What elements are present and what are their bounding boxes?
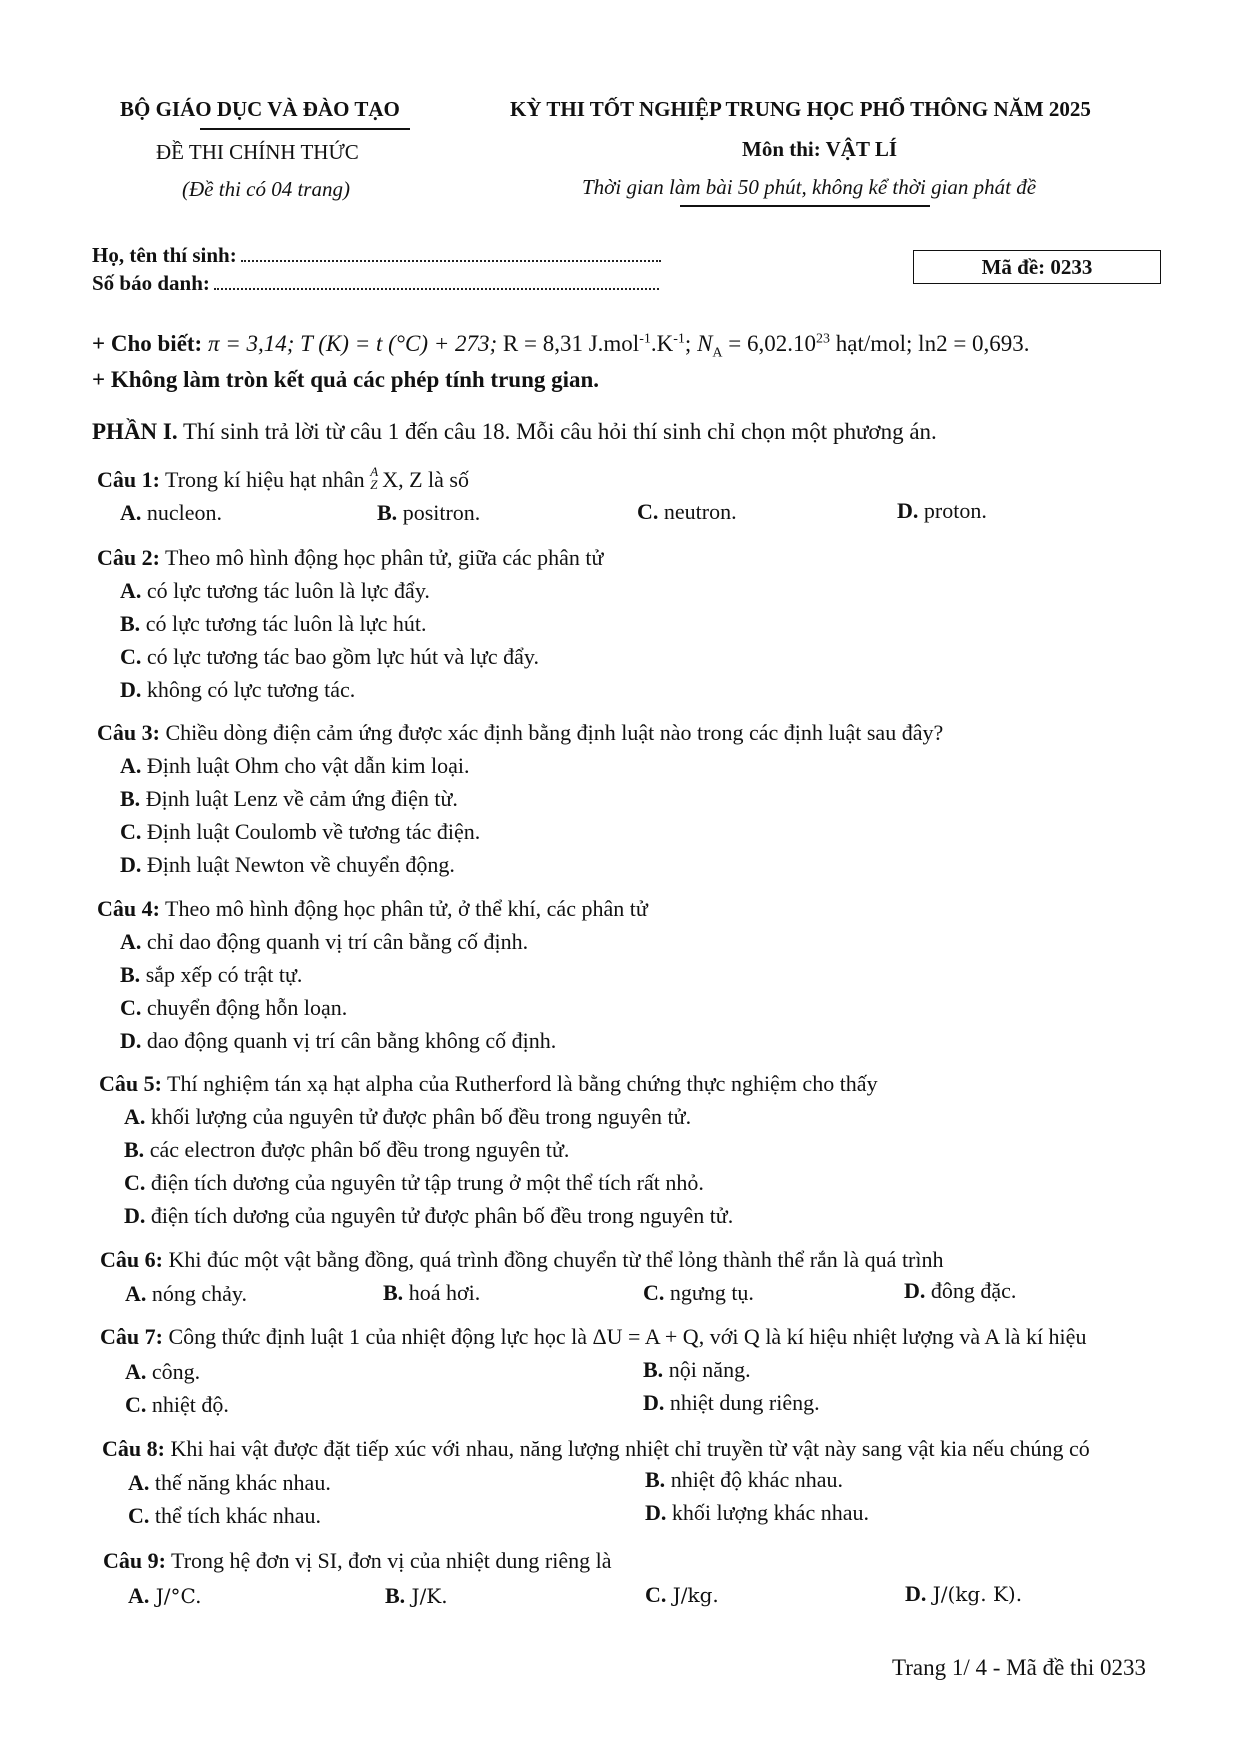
option-text: có lực tương tác bao gồm lực hút và lực đẩy.: [141, 644, 539, 669]
candidate-name-label: Họ, tên thí sinh:: [92, 243, 237, 267]
option-label: C.: [120, 995, 142, 1020]
option-text: có lực tương tác luôn là lực hút.: [140, 611, 427, 636]
q4-option-a[interactable]: [120, 929, 528, 955]
option-label: B.: [377, 500, 398, 525]
q3-option-d[interactable]: [120, 852, 455, 878]
question-text: Trong hệ đơn vị SI, đơn vị của nhiệt dung riêng là: [165, 1548, 612, 1573]
q8-option-a[interactable]: [128, 1470, 331, 1496]
given-R-main: R = 8,31 J.mol: [502, 331, 640, 356]
option-label: C.: [124, 1170, 146, 1195]
given-pi: π = 3,14;: [207, 331, 295, 356]
option-text: điện tích dương của nguyên tử tập trung ở một thể tích rất nhỏ.: [145, 1170, 704, 1195]
option-text: neutron.: [658, 499, 737, 524]
name-dotted-line: [241, 246, 661, 262]
option-text: thế năng khác nhau.: [149, 1470, 331, 1495]
given-constants: [92, 331, 1030, 362]
page-footer: Trang 1/ 4 - Mã đề thi 0233: [892, 1655, 1147, 1680]
question-text-after: X, Z là số: [382, 467, 469, 492]
question-label: Câu 6:: [100, 1247, 163, 1272]
q7-option-a[interactable]: [125, 1359, 200, 1385]
option-text: khối lượng của nguyên tử được phân bố đều trong nguyên tử.: [145, 1104, 692, 1129]
nucleus-atomic-number: Z: [370, 477, 378, 492]
question-text: Thí nghiệm tán xạ hạt alpha của Rutherford là bằng chứng thực nghiệm cho thấy: [161, 1071, 878, 1096]
option-label: A.: [125, 1359, 147, 1384]
question-text: Khi hai vật được đặt tiếp xúc với nhau, năng lượng nhiệt chỉ truyền từ vật này sang vật kia nếu chúng có: [164, 1436, 1090, 1461]
option-text: nhiệt độ.: [146, 1392, 229, 1417]
option-text: sắp xếp có trật tự.: [140, 962, 303, 987]
given-R-mid: .K: [650, 331, 674, 356]
option-label: D.: [897, 498, 919, 523]
option-label: B.: [643, 1357, 664, 1382]
option-text: nucleon.: [141, 500, 223, 525]
option-text: proton.: [918, 498, 987, 523]
q9-option-d[interactable]: [905, 1581, 1022, 1607]
q7-option-b[interactable]: [643, 1357, 751, 1383]
q2-option-c[interactable]: [120, 644, 539, 670]
q1-option-b[interactable]: [377, 500, 480, 526]
given-NA-value: = 6,02.10: [722, 331, 817, 356]
q5-option-c[interactable]: [124, 1170, 704, 1196]
question-text: Khi đúc một vật bằng đồng, quá trình đồng chuyển từ thể lỏng thành thể rắn là quá trình: [162, 1247, 944, 1272]
option-label: D.: [120, 677, 142, 702]
q6-option-c[interactable]: [643, 1280, 754, 1306]
q9-option-b[interactable]: [385, 1583, 448, 1609]
given-R-exp1: -1: [639, 331, 651, 347]
given-NA-sub: A: [712, 345, 723, 361]
option-text: Định luật Coulomb về tương tác điện.: [141, 819, 481, 844]
q1-option-c[interactable]: [637, 499, 737, 525]
q4-option-c[interactable]: [120, 995, 347, 1021]
option-label: C.: [643, 1280, 665, 1305]
question-1: [97, 464, 469, 493]
option-label: D.: [905, 1581, 927, 1606]
question-2: [97, 545, 603, 571]
part-1-text: Thí sinh trả lời từ câu 1 đến câu 18. Mỗi câu hỏi thí sinh chỉ chọn một phương án.: [177, 419, 937, 444]
question-6: [100, 1247, 944, 1273]
question-label: Câu 7:: [100, 1324, 163, 1349]
option-text: J/kg.: [666, 1583, 719, 1607]
page-count-note: (Đề thi có 04 trang): [182, 177, 350, 201]
option-text: nóng chảy.: [146, 1281, 247, 1306]
option-text: nội năng.: [663, 1357, 751, 1382]
question-text: Theo mô hình động học phân tử, giữa các phân tử: [159, 545, 604, 570]
given-R: R = 8,31 $J.mol^{-1}.K^{-1}$;: [502, 331, 692, 356]
question-label: Câu 2:: [97, 545, 160, 570]
q2-option-a[interactable]: [120, 578, 430, 604]
question-5: [99, 1071, 878, 1097]
option-text: chuyển động hỗn loạn.: [141, 995, 348, 1020]
option-text: Định luật Ohm cho vật dẫn kim loại.: [141, 753, 470, 778]
question-label: Câu 9:: [103, 1548, 166, 1573]
candidate-name-field: [92, 243, 661, 268]
option-label: B.: [383, 1280, 404, 1305]
option-label: D.: [643, 1390, 665, 1415]
question-label: Câu 4:: [97, 896, 160, 921]
option-text: đông đặc.: [925, 1278, 1017, 1303]
option-text: điện tích dương của nguyên tử được phân bố đều trong nguyên tử.: [145, 1203, 734, 1228]
q6-option-d[interactable]: [904, 1278, 1016, 1304]
q8-option-c[interactable]: [128, 1503, 321, 1529]
q2-option-d[interactable]: [120, 677, 355, 703]
option-text: khối lượng khác nhau.: [666, 1500, 869, 1525]
q4-option-d[interactable]: [120, 1028, 556, 1054]
option-label: A.: [120, 500, 142, 525]
part-1-label: PHẦN I.: [92, 419, 178, 444]
q6-option-b[interactable]: [383, 1280, 480, 1306]
option-label: C.: [637, 499, 659, 524]
given-NA-label: N: [697, 331, 713, 356]
given-NA: [697, 331, 1030, 361]
option-text: hoá hơi.: [403, 1280, 481, 1305]
question-label: Câu 1:: [97, 467, 160, 492]
q1-option-a[interactable]: [120, 500, 222, 526]
question-8: [102, 1436, 1090, 1462]
given-NA-exp: 23: [816, 331, 831, 347]
option-label: B.: [120, 786, 141, 811]
question-text: Theo mô hình động học phân tử, ở thể khí, các phân tử: [159, 896, 648, 921]
part-1-instruction: [92, 419, 937, 445]
option-label: B.: [120, 611, 141, 636]
option-text: dao động quanh vị trí cân bằng không cố định.: [141, 1028, 557, 1053]
option-label: A.: [120, 929, 142, 954]
option-label: B.: [645, 1467, 666, 1492]
q8-option-b[interactable]: [645, 1467, 843, 1493]
given-NA-unit: hạt/mol; ln2 = 0,693.: [830, 331, 1030, 356]
time-underline: [680, 205, 930, 207]
option-label: D.: [904, 1278, 926, 1303]
exam-title: KỲ THI TỐT NGHIỆP TRUNG HỌC PHỔ THÔNG NĂM 2025: [510, 97, 1091, 121]
option-label: D.: [120, 852, 142, 877]
option-text: có lực tương tác luôn là lực đẩy.: [141, 578, 430, 603]
option-label: D.: [645, 1500, 667, 1525]
q3-option-c[interactable]: [120, 819, 480, 845]
q5-option-b[interactable]: [124, 1137, 569, 1163]
option-text: ngưng tụ.: [664, 1280, 754, 1305]
option-label: B.: [385, 1583, 406, 1608]
option-label: A.: [125, 1281, 147, 1306]
question-7: [100, 1324, 1086, 1350]
official-label: ĐỀ THI CHÍNH THỨC: [156, 140, 359, 164]
given-R-exp2: -1: [673, 331, 685, 347]
option-text: J/(kg. K).: [926, 1582, 1023, 1606]
option-label: C.: [125, 1392, 147, 1417]
option-text: nhiệt dung riêng.: [664, 1390, 820, 1415]
q3-option-b[interactable]: [120, 786, 458, 812]
option-label: A.: [120, 753, 142, 778]
question-label: Câu 5:: [99, 1071, 162, 1096]
option-text: công.: [146, 1359, 201, 1384]
no-round-note: + Không làm tròn kết quả các phép tính trung gian.: [92, 367, 600, 392]
option-label: C.: [645, 1582, 667, 1607]
q3-option-a[interactable]: [120, 753, 470, 779]
nucleus-mass-number: A: [370, 464, 379, 479]
question-label: Câu 8:: [102, 1436, 165, 1461]
subject-title: Môn thi: VẬT LÍ: [742, 137, 898, 161]
option-text: nhiệt độ khác nhau.: [665, 1467, 843, 1492]
option-text: J/°C.: [149, 1584, 202, 1608]
option-label: A.: [128, 1583, 150, 1608]
question-4: [97, 896, 648, 922]
q7-option-c[interactable]: [125, 1392, 229, 1418]
option-text: chỉ dao động quanh vị trí cân bằng cố định.: [141, 929, 529, 954]
option-text: J/K.: [405, 1584, 448, 1608]
option-label: D.: [124, 1203, 146, 1228]
option-text: Định luật Lenz về cảm ứng điện từ.: [140, 786, 458, 811]
question-3: [97, 720, 943, 746]
question-text: Trong kí hiệu hạt nhân: [159, 467, 371, 492]
option-label: C.: [128, 1503, 150, 1528]
q9-option-c[interactable]: [645, 1582, 719, 1608]
q5-option-d[interactable]: [124, 1203, 733, 1229]
option-label: B.: [120, 962, 141, 987]
option-label: A.: [124, 1104, 146, 1129]
option-text: không có lực tương tác.: [141, 677, 356, 702]
question-9: [103, 1548, 611, 1574]
q7-option-d[interactable]: [643, 1390, 820, 1416]
given-prefix: + Cho biết:: [92, 331, 203, 356]
candidate-number-field: [92, 271, 659, 296]
option-label: A.: [128, 1470, 150, 1495]
q5-option-a[interactable]: [124, 1104, 691, 1130]
option-text: Định luật Newton về chuyển động.: [141, 852, 455, 877]
option-text: positron.: [397, 500, 481, 525]
q8-option-d[interactable]: [645, 1500, 869, 1526]
option-text: các electron được phân bố đều trong nguyên tử.: [144, 1137, 570, 1162]
question-text: Chiều dòng điện cảm ứng được xác định bằng định luật nào trong các định luật sau đây?: [159, 720, 944, 745]
number-dotted-line: [214, 274, 659, 290]
q2-option-b[interactable]: [120, 611, 426, 637]
q6-option-a[interactable]: [125, 1281, 247, 1307]
q1-option-d[interactable]: [897, 498, 987, 524]
ministry-title: BỘ GIÁO DỤC VÀ ĐÀO TẠO: [120, 97, 400, 121]
option-text: thể tích khác nhau.: [149, 1503, 322, 1528]
option-label: D.: [120, 1028, 142, 1053]
option-label: B.: [124, 1137, 145, 1162]
nucleus-notation: [370, 464, 382, 492]
option-label: C.: [120, 644, 142, 669]
ministry-underline: [200, 128, 410, 130]
time-note: Thời gian làm bài 50 phút, không kể thời gian phát đề: [582, 175, 1037, 199]
q9-option-a[interactable]: [128, 1583, 201, 1609]
q4-option-b[interactable]: [120, 962, 302, 988]
option-label: C.: [120, 819, 142, 844]
candidate-number-label: Số báo danh:: [92, 271, 210, 295]
question-label: Câu 3:: [97, 720, 160, 745]
option-label: A.: [120, 578, 142, 603]
exam-code-box: Mã đề: 0233: [913, 250, 1161, 284]
question-text: Công thức định luật 1 của nhiệt động lực học là ΔU = A + Q, với Q là kí hiệu nhiệt lượng và A là kí hiệu: [162, 1324, 1087, 1349]
given-temp: T (K) = t (°C) + 273;: [300, 331, 498, 356]
